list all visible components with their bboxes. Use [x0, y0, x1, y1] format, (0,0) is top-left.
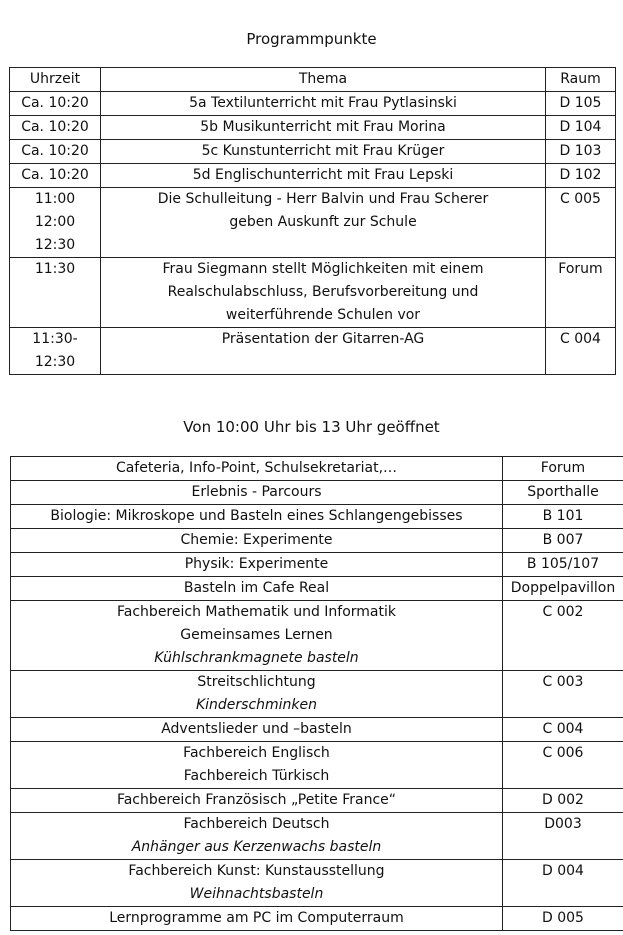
open-room: C 006 [503, 742, 623, 789]
open-room: C 003 [503, 671, 623, 718]
program-title: Programmpunkte [246, 30, 377, 48]
open-activity [11, 860, 503, 907]
program-table [9, 67, 616, 375]
program-room: C 004 [546, 328, 616, 375]
program-topic [101, 188, 546, 258]
program-topic-line: geben Auskunft zur Schule [229, 214, 417, 230]
open-table [10, 456, 623, 931]
program-topic-line: Präsentation der Gitarren-AG [221, 331, 425, 347]
open-activity-line: Fachbereich Französisch „Petite France“ [116, 792, 397, 808]
open-room: B 007 [503, 529, 623, 553]
program-time [10, 164, 101, 188]
program-header-row [10, 68, 616, 92]
header-room: Raum [546, 68, 616, 92]
program-row [10, 140, 616, 164]
program-topic-line: 5c Kunstunterricht mit Frau Krüger [201, 143, 445, 159]
program-row [10, 116, 616, 140]
program-topic [101, 328, 546, 375]
open-row [11, 529, 623, 553]
open-room: C 002 [503, 601, 623, 671]
open-activity-line: Erlebnis - Parcours [191, 484, 322, 500]
open-row [11, 577, 623, 601]
open-activity-subline: Weihnachtsbasteln [189, 886, 324, 902]
open-activity-subline: Kinderschminken [195, 697, 318, 713]
open-row [11, 742, 623, 789]
program-topic [101, 116, 546, 140]
program-room: D 102 [546, 164, 616, 188]
program-time [10, 92, 101, 116]
program-row [10, 258, 616, 328]
open-row [11, 789, 623, 813]
program-row [10, 164, 616, 188]
program-topic [101, 92, 546, 116]
program-room: D 105 [546, 92, 616, 116]
open-activity [11, 505, 503, 529]
open-activity [11, 577, 503, 601]
open-activity-line: Gemeinsames Lernen [180, 627, 333, 643]
open-room: D 004 [503, 860, 623, 907]
open-activity [11, 907, 503, 931]
open-activity-line: Fachbereich Mathematik und Informatik [117, 604, 396, 620]
program-topic-line: 5d Englischunterricht mit Frau Lepski [192, 167, 454, 183]
open-room: C 004 [503, 718, 623, 742]
open-row [11, 553, 623, 577]
program-time-line: Ca. 10:20 [21, 95, 89, 111]
program-time [10, 116, 101, 140]
open-activity [11, 742, 503, 789]
open-room: Doppelpavillon [503, 577, 623, 601]
open-room: D 002 [503, 789, 623, 813]
header-time: Uhrzeit [10, 68, 101, 92]
program-room: C 005 [546, 188, 616, 258]
open-activity-line: Lernprogramme am PC im Computerraum [109, 910, 404, 926]
program-time-line: 11:00 [34, 191, 76, 207]
open-row [11, 671, 623, 718]
open-activity-line: Fachbereich Türkisch [183, 768, 330, 784]
program-topic-line: 5b Musikunterricht mit Frau Morina [200, 119, 446, 135]
open-activity [11, 529, 503, 553]
open-activity-line: Adventslieder und –basteln [161, 721, 352, 737]
program-topic-line: 5a Textilunterricht mit Frau Pytlasinski [189, 95, 457, 111]
open-activity [11, 601, 503, 671]
open-room: Sporthalle [503, 481, 623, 505]
open-row [11, 813, 623, 860]
open-activity [11, 457, 503, 481]
open-activity [11, 789, 503, 813]
open-row [11, 718, 623, 742]
open-activity-line: Streitschlichtung [197, 674, 316, 690]
program-time-line: 12:30 [34, 237, 76, 253]
open-room: D 005 [503, 907, 623, 931]
program-topic-line: Realschulabschluss, Berufsvorbereitung und [167, 284, 479, 300]
open-activity-line: Fachbereich Deutsch [183, 816, 330, 832]
open-activity-line: Fachbereich Kunst: Kunstausstellung [128, 863, 385, 879]
open-row [11, 860, 623, 907]
program-time-line: 11:30 [34, 261, 76, 277]
open-activity [11, 671, 503, 718]
program-time-line: 12:00 [34, 214, 76, 230]
header-topic: Thema [101, 68, 546, 92]
open-activity-line: Physik: Experimente [184, 556, 329, 572]
open-room: Forum [503, 457, 623, 481]
program-topic [101, 258, 546, 328]
program-row [10, 188, 616, 258]
program-topic [101, 164, 546, 188]
open-row [11, 907, 623, 931]
open-room: D003 [503, 813, 623, 860]
open-activity-line: Cafeteria, Info-Point, Schulsekretariat,… [115, 460, 398, 476]
program-time-line: Ca. 10:20 [21, 167, 89, 183]
program-topic-line: Die Schulleitung - Herr Balvin und Frau Scherer [157, 191, 489, 207]
open-room: B 105/107 [503, 553, 623, 577]
program-topic-line: Frau Siegmann stellt Möglichkeiten mit einem [162, 261, 484, 277]
open-title: Von 10:00 Uhr bis 13 Uhr geöffnet [183, 418, 440, 436]
program-row [10, 328, 616, 375]
open-room: B 101 [503, 505, 623, 529]
open-activity-line: Basteln im Cafe Real [183, 580, 330, 596]
open-activity-line: Fachbereich Englisch [183, 745, 330, 761]
program-room: Forum [546, 258, 616, 328]
open-row [11, 457, 623, 481]
open-activity-subline: Anhänger aus Kerzenwachs basteln [131, 839, 382, 855]
program-time [10, 188, 101, 258]
program-room: D 103 [546, 140, 616, 164]
open-activity [11, 813, 503, 860]
program-time [10, 328, 101, 375]
program-time-line: 12:30 [34, 354, 76, 370]
open-activity-subline: Kühlschrankmagnete basteln [154, 650, 359, 666]
open-activity [11, 718, 503, 742]
program-time [10, 140, 101, 164]
program-time-line: 11:30- [32, 331, 78, 347]
open-activity [11, 481, 503, 505]
program-topic-line: weiterführende Schulen vor [225, 307, 421, 323]
program-time-line: Ca. 10:20 [21, 119, 89, 135]
open-activity [11, 553, 503, 577]
program-row [10, 92, 616, 116]
open-activity-line: Chemie: Experimente [180, 532, 333, 548]
program-topic [101, 140, 546, 164]
open-row [11, 481, 623, 505]
program-room: D 104 [546, 116, 616, 140]
open-row [11, 601, 623, 671]
program-time [10, 258, 101, 328]
open-activity-line: Biologie: Mikroskope und Basteln eines Schlangengebisses [50, 508, 463, 524]
program-time-line: Ca. 10:20 [21, 143, 89, 159]
open-row [11, 505, 623, 529]
